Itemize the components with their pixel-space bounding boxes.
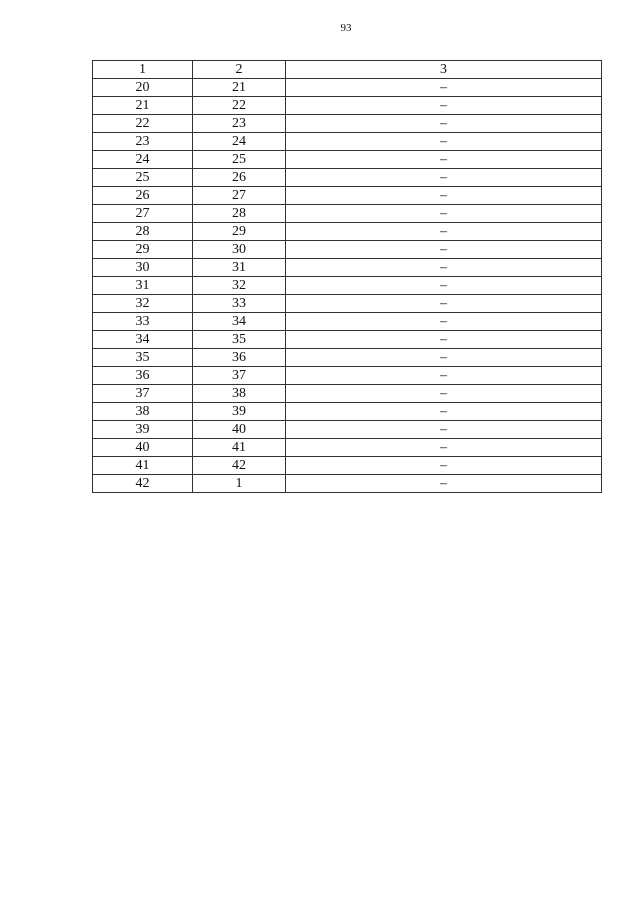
table-cell: – (286, 187, 602, 205)
table-row (93, 115, 602, 133)
table-row (93, 385, 602, 403)
table-row (93, 349, 602, 367)
table-row (93, 259, 602, 277)
table-row (93, 97, 602, 115)
table-cell: 25 (93, 169, 193, 187)
table-cell: 30 (93, 259, 193, 277)
table-cell: 20 (93, 79, 193, 97)
table-cell: – (286, 241, 602, 259)
table-row (93, 475, 602, 493)
table-cell: 39 (193, 403, 286, 421)
table-cell: – (286, 367, 602, 385)
table-cell: 41 (93, 457, 193, 475)
table-cell: 34 (193, 313, 286, 331)
table-cell: 26 (93, 187, 193, 205)
table-cell: 40 (93, 439, 193, 457)
table-cell: 21 (193, 79, 286, 97)
table-row (93, 151, 602, 169)
table-row (93, 457, 602, 475)
table-cell: – (286, 295, 602, 313)
table-cell: 38 (193, 385, 286, 403)
table-cell: – (286, 97, 602, 115)
table-cell: – (286, 205, 602, 223)
table-row (93, 295, 602, 313)
table-cell: 1 (193, 475, 286, 493)
table-cell: 41 (193, 439, 286, 457)
table-cell: 24 (93, 151, 193, 169)
table-cell: 42 (93, 475, 193, 493)
table-row (93, 205, 602, 223)
table-cell: – (286, 439, 602, 457)
table-cell: 32 (93, 295, 193, 313)
table-body (93, 79, 602, 493)
table-cell: 28 (193, 205, 286, 223)
table-cell: 21 (93, 97, 193, 115)
table-cell: – (286, 457, 602, 475)
table-cell: – (286, 385, 602, 403)
table-cell: 33 (193, 295, 286, 313)
table-cell: – (286, 349, 602, 367)
table-row (93, 79, 602, 97)
table-row (93, 331, 602, 349)
table-cell: – (286, 403, 602, 421)
table-cell: 27 (93, 205, 193, 223)
table-row (93, 241, 602, 259)
column-header: 3 (286, 61, 602, 79)
table-cell: 39 (93, 421, 193, 439)
table-cell: – (286, 151, 602, 169)
table-cell: 25 (193, 151, 286, 169)
table-cell: 42 (193, 457, 286, 475)
table-row (93, 277, 602, 295)
table-cell: 40 (193, 421, 286, 439)
column-header: 2 (193, 61, 286, 79)
table-row (93, 223, 602, 241)
table-cell: – (286, 79, 602, 97)
table-row (93, 169, 602, 187)
table-cell: 31 (93, 277, 193, 295)
table-cell: 33 (93, 313, 193, 331)
table-cell: 36 (93, 367, 193, 385)
table-cell: 22 (193, 97, 286, 115)
table-cell: 32 (193, 277, 286, 295)
table-row (93, 187, 602, 205)
table-row (93, 403, 602, 421)
table-cell: 30 (193, 241, 286, 259)
table-cell: 22 (93, 115, 193, 133)
table-cell: 28 (93, 223, 193, 241)
table-cell: 35 (93, 349, 193, 367)
table-cell: – (286, 475, 602, 493)
page-number: 93 (340, 22, 352, 34)
table-cell: 29 (93, 241, 193, 259)
table-cell: 27 (193, 187, 286, 205)
table-cell: 35 (193, 331, 286, 349)
table-cell: 24 (193, 133, 286, 151)
table-row (93, 421, 602, 439)
table-cell: 23 (93, 133, 193, 151)
table-row (93, 367, 602, 385)
table-cell: – (286, 169, 602, 187)
table-cell: – (286, 115, 602, 133)
table-cell: 36 (193, 349, 286, 367)
table-cell: – (286, 259, 602, 277)
table-cell: 23 (193, 115, 286, 133)
table-cell: – (286, 421, 602, 439)
table-cell: – (286, 313, 602, 331)
table-cell: 26 (193, 169, 286, 187)
table-cell: – (286, 331, 602, 349)
data-table (92, 60, 602, 493)
table-cell: 29 (193, 223, 286, 241)
column-header: 1 (93, 61, 193, 79)
table-row (93, 313, 602, 331)
table-cell: 38 (93, 403, 193, 421)
table-cell: – (286, 223, 602, 241)
table-row (93, 133, 602, 151)
table-cell: 31 (193, 259, 286, 277)
table-cell: – (286, 277, 602, 295)
table-cell: 37 (193, 367, 286, 385)
table-header-row (93, 61, 602, 79)
table-cell: 34 (93, 331, 193, 349)
table-cell: – (286, 133, 602, 151)
table-cell: 37 (93, 385, 193, 403)
table-row (93, 439, 602, 457)
